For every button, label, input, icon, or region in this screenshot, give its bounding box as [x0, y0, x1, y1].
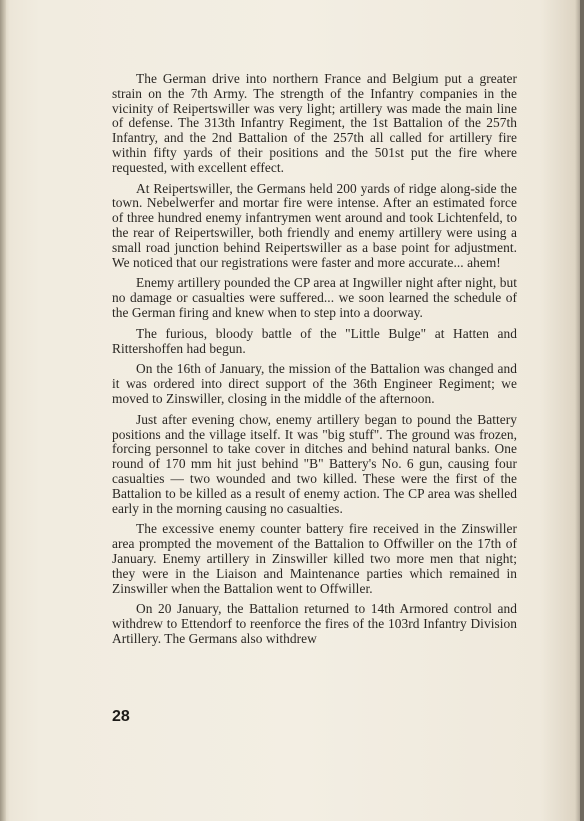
paragraph: Enemy artillery pounded the CP area at Ingwiller night after night, but no damage or casualties were suffered... we soon learned the schedule of the German firing and knew when to step into a doorway. — [112, 275, 517, 320]
paragraph: On the 16th of January, the mission of the Battalion was changed and it was ordered into direct support of the 36th Engineer Regiment; we moved to Zinswiller, closing in the middle of the afternoon. — [112, 361, 517, 406]
paragraph: Just after evening chow, enemy artillery began to pound the Battery positions and the village itself. It was "big stuff". The ground was frozen, forcing personnel to take cover in ditches and behind natural banks. One round of 170 mm hit just behind "B" Battery's No. 6 gun, causing four casualties — two wounded and two killed. These were the first of the Battalion to be killed as a result of enemy action. The CP area was shelled early in the morning causing no casualties. — [112, 411, 517, 516]
page-number: 28 — [112, 708, 130, 725]
page-edge — [580, 0, 584, 821]
paragraph: The German drive into northern France and Belgium put a greater strain on the 7th Army. The strength of the Infantry companies in the vicinity of Reipertswiller was very light; artillery was made the main line of defense. The 313th Infantry Regiment, the 1st Battalion of the 257th Infantry, and the 2nd Battalion of the 257th all called for artillery fire within fifty yards of their positions and the 501st put the fire where requested, with excellent effect. — [112, 71, 517, 175]
paragraph: The furious, bloody battle of the "Little Bulge" at Hatten and Rittershoffen had begun. — [112, 325, 517, 356]
paragraph: The excessive enemy counter battery fire received in the Zinswiller area prompted the movement of the Battalion to Offwiller on the 17th of January. Enemy artillery in Zinswiller killed two more men that night; they were in the Liaison and Maintenance parties which remained in Zinswiller when the Battalion went to Offwiller. — [112, 521, 517, 596]
paragraph: At Reipertswiller, the Germans held 200 yards of ridge along-side the town. Nebelwerfer and mortar fire were intense. After an estimated force of three hundred enemy infantrymen went around and took Lichtenfeld, to the rear of Reipertswiller, both friendly and enemy artillery were using a small road junction behind Reipertswiller as a base point for adjustment. We noticed that our registrations were faster and more accurate... ahem! — [112, 180, 517, 270]
binding-shadow — [0, 0, 6, 821]
paragraph: On 20 January, the Battalion returned to 14th Armored control and withdrew to Ettendorf to reenforce the fires of the 103rd Infantry Division Artillery. The Germans also withdrew — [112, 601, 517, 646]
body-text — [112, 72, 517, 653]
